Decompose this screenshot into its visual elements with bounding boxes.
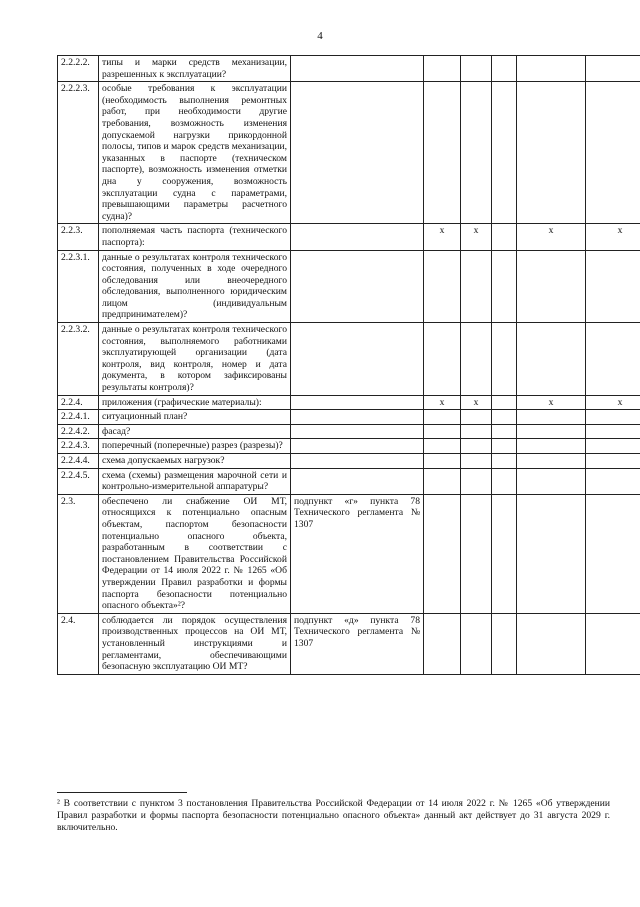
- item-legal-basis: [291, 454, 424, 469]
- answer-cell: [492, 494, 517, 613]
- answer-cell: [461, 494, 492, 613]
- answer-cell: x: [424, 395, 461, 410]
- answer-cell: x: [461, 395, 492, 410]
- answer-cell: [586, 56, 640, 82]
- answer-cell: [517, 56, 586, 82]
- item-question: поперечный (поперечные) разрез (разрезы)?: [99, 439, 291, 454]
- item-number: 2.2.3.1.: [58, 250, 99, 323]
- answer-cell: x: [424, 224, 461, 250]
- answer-cell: [492, 56, 517, 82]
- item-number: 2.2.3.: [58, 224, 99, 250]
- table-row: [58, 56, 640, 82]
- table-row: [58, 224, 640, 250]
- item-question: особые требования к эксплуатации (необходимость выполнения ремонтных работ, при необходимости другие требования, возможность изменения допускаемой нагрузки прикордонной полосы, типов и марок средств механизации, указанных в паспорте (техническом паспорте), возможность изменения отметки дна у сооружения, возможность эксплуатации судна с параметрами, превышающими параметры расчетного судна)?: [99, 82, 291, 224]
- table-row: [58, 424, 640, 439]
- answer-cell: [424, 82, 461, 224]
- table-row: [58, 468, 640, 494]
- item-number: 2.2.2.3.: [58, 82, 99, 224]
- answer-cell: [586, 494, 640, 613]
- answer-cell: [461, 454, 492, 469]
- item-question: приложения (графические материалы):: [99, 395, 291, 410]
- answer-cell: [517, 424, 586, 439]
- item-legal-basis: [291, 250, 424, 323]
- answer-cell: [517, 82, 586, 224]
- answer-cell: [492, 410, 517, 425]
- answer-cell: [492, 82, 517, 224]
- answer-cell: x: [517, 224, 586, 250]
- item-legal-basis: [291, 439, 424, 454]
- answer-cell: x: [461, 224, 492, 250]
- answer-cell: [424, 250, 461, 323]
- answer-cell: [461, 56, 492, 82]
- item-question: фасад?: [99, 424, 291, 439]
- item-legal-basis: [291, 424, 424, 439]
- item-question: пополняемая часть паспорта (технического паспорта):: [99, 224, 291, 250]
- answer-cell: [461, 424, 492, 439]
- item-number: 2.4.: [58, 613, 99, 674]
- item-legal-basis: [291, 395, 424, 410]
- item-question: схема (схемы) размещения марочной сети и контрольно-измерительной аппаратуры?: [99, 468, 291, 494]
- answer-cell: [424, 454, 461, 469]
- item-number: 2.2.4.5.: [58, 468, 99, 494]
- table-row: [58, 323, 640, 396]
- answer-cell: [461, 468, 492, 494]
- page-number: 4: [317, 30, 323, 42]
- answer-cell: [586, 82, 640, 224]
- answer-cell: [492, 395, 517, 410]
- answer-cell: [492, 454, 517, 469]
- answer-cell: [461, 250, 492, 323]
- answer-cell: x: [517, 395, 586, 410]
- answer-cell: x: [586, 224, 640, 250]
- table-row: [58, 613, 640, 674]
- item-legal-basis: [291, 224, 424, 250]
- answer-cell: [517, 494, 586, 613]
- item-number: 2.2.4.4.: [58, 454, 99, 469]
- answer-cell: [461, 82, 492, 224]
- answer-cell: [586, 410, 640, 425]
- answer-cell: [461, 613, 492, 674]
- item-legal-basis: подпункт «д» пункта 78 Технического регламента № 1307: [291, 613, 424, 674]
- item-question: обеспечено ли снабжение ОИ МТ, относящихся к потенциально опасным объектам, паспортом безопасности потенциально опасного объекта, разработанным в соответствии с постановлением Правительства Российской Федерации от 14 июля 2022 г. № 1265 «Об утверждении Правил разработки и формы паспорта безопасности потенциально опасного объекта»²?: [99, 494, 291, 613]
- table-row: [58, 395, 640, 410]
- answer-cell: [492, 323, 517, 396]
- answer-cell: [492, 224, 517, 250]
- answer-cell: [424, 439, 461, 454]
- answer-cell: [424, 494, 461, 613]
- item-legal-basis: [291, 82, 424, 224]
- item-question: схема допускаемых нагрузок?: [99, 454, 291, 469]
- answer-cell: [586, 323, 640, 396]
- answer-cell: x: [586, 395, 640, 410]
- item-legal-basis: [291, 323, 424, 396]
- answer-cell: [517, 410, 586, 425]
- answer-cell: [424, 424, 461, 439]
- table-row: [58, 454, 640, 469]
- answer-cell: [517, 250, 586, 323]
- item-question: ситуационный план?: [99, 410, 291, 425]
- answer-cell: [586, 613, 640, 674]
- answer-cell: [424, 410, 461, 425]
- answer-cell: [586, 454, 640, 469]
- answer-cell: [492, 613, 517, 674]
- answer-cell: [586, 424, 640, 439]
- answer-cell: [424, 468, 461, 494]
- answer-cell: [492, 439, 517, 454]
- footnote-divider: [57, 792, 187, 793]
- answer-cell: [461, 323, 492, 396]
- item-question: данные о результатах контроля технического состояния, выполняемого работниками эксплуатирующей организации (дата контроля, вид контроля, номер и дата документа, в котором зафиксированы результаты контроля)?: [99, 323, 291, 396]
- answer-cell: [492, 468, 517, 494]
- answer-cell: [517, 454, 586, 469]
- item-question: типы и марки средств механизации, разрешенных к эксплуатации?: [99, 56, 291, 82]
- answer-cell: [517, 613, 586, 674]
- item-number: 2.3.: [58, 494, 99, 613]
- item-legal-basis: подпункт «г» пункта 78 Технического регламента № 1307: [291, 494, 424, 613]
- answer-cell: [586, 468, 640, 494]
- table-row: [58, 82, 640, 224]
- item-number: 2.2.4.2.: [58, 424, 99, 439]
- checklist-table: [57, 55, 640, 675]
- item-question: соблюдается ли порядок осуществления производственных процессов на ОИ МТ, установленный инструкциями и регламентами, обеспечивающими безопасную эксплуатацию ОИ МТ?: [99, 613, 291, 674]
- answer-cell: [424, 323, 461, 396]
- item-question: данные о результатах контроля технического состояния, полученных в ходе очередного обследования или внеочередного обследования, выполненного юридическим лицом (индивидуальным предпринимателем)?: [99, 250, 291, 323]
- item-number: 2.2.4.1.: [58, 410, 99, 425]
- answer-cell: [461, 410, 492, 425]
- table-row: [58, 439, 640, 454]
- answer-cell: [424, 56, 461, 82]
- answer-cell: [424, 613, 461, 674]
- answer-cell: [492, 250, 517, 323]
- item-number: 2.2.4.: [58, 395, 99, 410]
- item-legal-basis: [291, 468, 424, 494]
- footnote: ² В соответствии с пунктом 3 постановления Правительства Российской Федерации от 14 июля 2022 г. № 1265 «Об утверждении Правил разработки и формы паспорта безопасности потенциально опасного объекта» данный акт действует до 31 августа 2029 г. включительно.: [57, 798, 610, 833]
- answer-cell: [492, 424, 517, 439]
- table-row: [58, 410, 640, 425]
- answer-cell: [461, 439, 492, 454]
- item-legal-basis: [291, 410, 424, 425]
- item-number: 2.2.2.2.: [58, 56, 99, 82]
- table-row: [58, 494, 640, 613]
- item-number: 2.2.4.3.: [58, 439, 99, 454]
- item-legal-basis: [291, 56, 424, 82]
- item-number: 2.2.3.2.: [58, 323, 99, 396]
- answer-cell: [517, 439, 586, 454]
- answer-cell: [586, 250, 640, 323]
- answer-cell: [586, 439, 640, 454]
- answer-cell: [517, 468, 586, 494]
- table-row: [58, 250, 640, 323]
- answer-cell: [517, 323, 586, 396]
